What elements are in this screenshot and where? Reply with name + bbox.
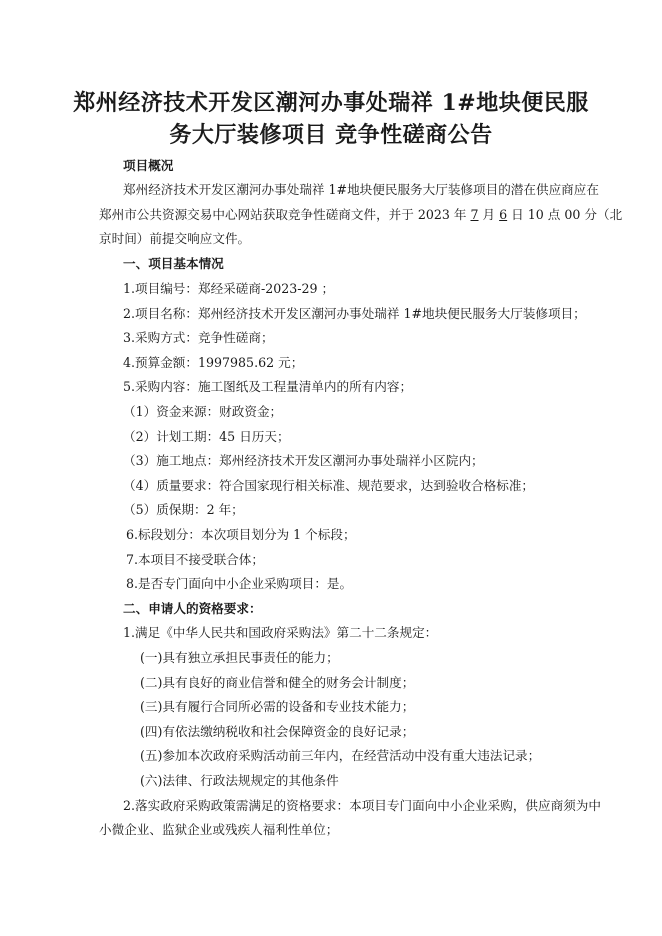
section-2-heading: 二、申请人的资格要求： <box>123 601 262 616</box>
qualification-subitem: (六)法律、行政法规规定的其他条件 <box>140 773 339 788</box>
section-1-heading: 一、项目基本情况 <box>123 256 224 271</box>
qualification-subitem: (四)有依法缴纳税收和社会保障资金的良好记录； <box>140 724 415 739</box>
qualification-subitem: (五)参加本次政府采购活动前三年内，在经营活动中没有重大违法记录； <box>140 748 541 763</box>
section-1-subitem: （3）施工地点：郑州经济技术开发区潮河办事处瑞祥小区院内； <box>123 453 484 468</box>
section-2-item-2-line-1: 2.落实政府采购政策需满足的资格要求：本项目专门面向中小企业采购，供应商须为中 <box>123 798 601 813</box>
overview-deadline-text-a: 郑州市公共资源交易中心网站获取竞争性磋商文件，并于 2023 年 <box>99 207 471 222</box>
deadline-month: 7 <box>470 207 479 222</box>
section-1-item: 7.本项目不接受联合体； <box>126 552 264 567</box>
section-1-subitem: （2）计划工期：45 日历天； <box>123 429 290 444</box>
section-1-item: 2.项目名称：郑州经济技术开发区潮河办事处瑞祥 1#地块便民服务大厅装修项目； <box>123 306 586 321</box>
section-1-item: 6.标段划分：本次项目划分为 1 个标段； <box>126 527 356 542</box>
section-1-item: 3.采购方式：竞争性磋商； <box>123 330 274 345</box>
document-title-line-2: 务大厅装修项目 竞争性磋商公告 <box>169 122 493 148</box>
document-title-line-1: 郑州经济技术开发区潮河办事处瑞祥 1#地块便民服 <box>73 90 589 116</box>
section-1-subitem: （4）质量要求：符合国家现行相关标准、规范要求，达到验收合格标准； <box>123 478 535 493</box>
overview-deadline-text-c: 日 10 点 00 分（北 <box>507 207 623 222</box>
qualification-subitem: (一)具有独立承担民事责任的能力； <box>140 650 339 665</box>
section-1-subitem: （1）资金来源：财政资金； <box>123 404 283 419</box>
overview-deadline-text-b: 月 <box>478 207 500 222</box>
section-2-item-2-line-2: 小微企业、监狱企业或残疾人福利性单位； <box>99 822 339 837</box>
section-1-subitem: （5）质保期：2 年； <box>123 502 244 517</box>
overview-paragraph-line-3: 京时间）前提交响应文件。 <box>99 231 251 246</box>
overview-heading: 项目概况 <box>123 158 174 173</box>
deadline-day: 6 <box>499 207 508 222</box>
section-2-item-1: 1.满足《中华人民共和国政府采购法》第二十二条规定： <box>123 625 438 640</box>
section-1-item: 1.项目编号：郑经采磋商-2023-29 ； <box>123 281 335 296</box>
overview-paragraph-line-2 <box>99 207 622 223</box>
section-1-item: 4.预算金额：1997985.62 元； <box>123 355 304 370</box>
section-1-item: 5.采购内容：施工图纸及工程量清单内的所有内容； <box>123 379 413 394</box>
qualification-subitem: (三)具有履行合同所必需的设备和专业技术能力； <box>140 699 415 714</box>
qualification-subitem: (二)具有良好的商业信誉和健全的财务会计制度； <box>140 675 415 690</box>
section-1-item: 8.是否专门面向中小企业采购项目：是。 <box>126 576 353 591</box>
overview-paragraph-line-1: 郑州经济技术开发区潮河办事处瑞祥 1#地块便民服务大厅装修项目的潜在供应商应在 <box>123 182 599 197</box>
